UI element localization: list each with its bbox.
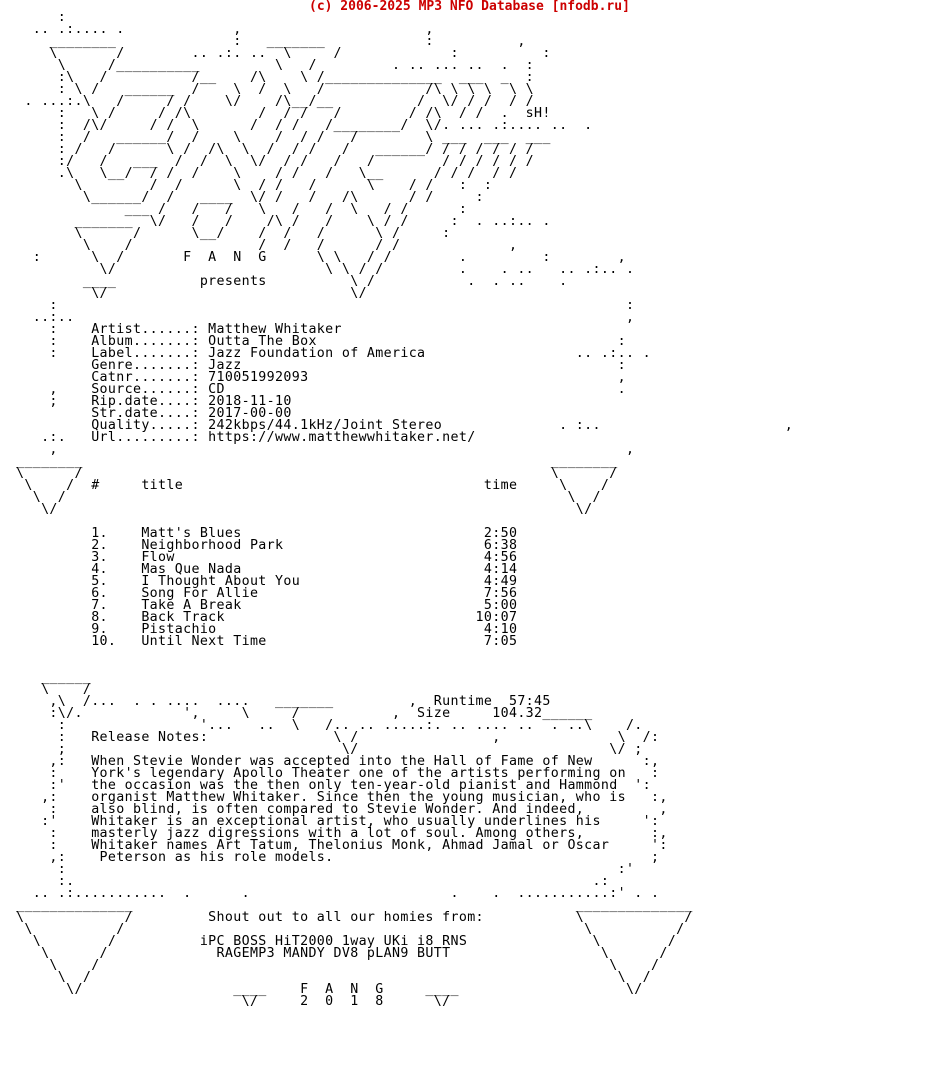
nfo-line: . ...:.\ / / / \/ /\__/__ / \/ / / / / <box>16 94 535 109</box>
nfo-line: : / / \ / /\ \ / / / / ______/ / / / / / / <box>16 142 535 157</box>
nfo-line: :' Whitaker is an exceptional artist, who usually underlines his ': <box>16 814 660 829</box>
nfo-line: _______ \/ / / /\ / / \ / / : . ..:.. . <box>16 214 551 229</box>
nfo-line: .. .:.... . , , <box>16 22 434 37</box>
nfo-line: ,: When Stevie Wonder was accepted into the Hall of Fame of New :, <box>16 754 660 769</box>
nfo-line: : Release Notes: \ / , \ /: <box>16 730 660 745</box>
nfo-line: 6. Song For Allie 7:56 <box>16 586 518 601</box>
nfo-line: : Whitaker names Art Tatum, Thelonius Monk, Ahmad Jamal or Oscar ': <box>16 838 668 853</box>
nfo-line: 8. Back Track 10:07 <box>16 610 518 625</box>
nfo-line: ,\ /... . . .... .... _______ , Runtime 57:45 <box>16 694 551 709</box>
nfo-line: : /\/ / / \ / / / /________/ \/. ... .:.... .. . <box>16 118 593 133</box>
nfo-line: \/ ____ F A N G ____ \/ <box>16 982 643 997</box>
nfo-line: :/ / ___ / / \ \/ / / / / / / / / / / <box>16 154 535 169</box>
nfo-line: ______________ ______________ <box>16 898 693 913</box>
nfo-line: 9. Pistachio 4:10 <box>16 622 518 637</box>
nfo-line: 10. Until Next Time 7:05 <box>16 634 518 649</box>
nfo-line: : / ______/ / \ / / / / \ ___ ___ ___ <box>16 130 551 145</box>
nfo-line: Quality.....: 242kbps/44.1kHz/Joint Stereo . :.. , <box>16 418 794 433</box>
nfo-line: \ / / \ / / / \ / / : : <box>16 178 493 193</box>
nfo-line: 3. Flow 4:56 <box>16 550 518 565</box>
nfo-line: \ / \ / <box>16 466 618 481</box>
nfo-line: :. .: <box>16 874 610 889</box>
nfo-line: :' the occasion was the then only ten-year-old pianist and Hammond ': <box>16 778 652 793</box>
nfo-line: \ / \__/ / / / \ / : <box>16 226 451 241</box>
nfo-line: \ /__________ \ / . .. ... .. . : <box>16 58 535 73</box>
nfo-line: \ / iPC BOSS HiT2000 1way UKi i8 RNS \ / <box>16 934 677 949</box>
nfo-line: : '... .. \ /.. .. .....:. .. .... .. . ..\ /. <box>16 718 643 733</box>
nfo-line: .:. Url.........: https://www.matthewwhitaker.net/ <box>16 430 476 445</box>
nfo-line: ..:.. , <box>16 310 635 325</box>
nfo-line: 7. Take A Break 5:00 <box>16 598 518 613</box>
nfo-line: ____ presents \ / . . .. . <box>16 274 568 289</box>
nfo-line: : :' <box>16 862 635 877</box>
nfo-line: \ / <box>16 682 92 697</box>
nfo-line: : Label.......: Jazz Foundation of America .. .:.. . <box>16 346 652 361</box>
nfo-line: : \ / ______ / \ / \ / /\ \ \ \ \ \ <box>16 82 535 97</box>
nfo-line: .\ \__/ / / / \ / / / \__ / / / / / <box>16 166 518 181</box>
nfo-line: 5. I Thought About You 4:49 <box>16 574 518 589</box>
nfo-line: , , <box>16 442 635 457</box>
nfo-line: Genre.......: Jazz : <box>16 358 626 373</box>
nfo-line: 2. Neighborhood Park 6:38 <box>16 538 518 553</box>
nfo-line: \ / / / / / / , <box>16 238 518 253</box>
nfo-line: : York's legendary Apollo Theater one of the artists performing on : <box>16 766 660 781</box>
nfo-line: : also blind, is often compared to Stevie Wonder. And indeed, , <box>16 802 668 817</box>
nfo-line: \ / RAGEMP3 MANDY DV8 pLAN9 BUTT \ / <box>16 946 668 961</box>
nfo-line: ,: organist Matthew Whitaker. Since then the young musician, who is :, <box>16 790 668 805</box>
nfo-line: \ / \ / <box>16 970 652 985</box>
nfo-line: \ / # title time \ / <box>16 478 610 493</box>
nfo-line: : Album.......: Outta The Box : <box>16 334 626 349</box>
nfo-line: : \ / F A N G \ \ / / . : , <box>16 250 626 265</box>
nfo-line: \/ 2 0 1 8 \/ <box>16 994 451 1009</box>
nfo-line: : <box>16 10 67 25</box>
nfo-line: ; Rip.date....: 2018-11-10 <box>16 394 292 409</box>
nfo-line: .. .:........... . . . . ...........:' . . <box>16 886 660 901</box>
nfo-line: : \ / / /\ / / / / / /\ / / . sH! <box>16 106 551 121</box>
nfo-line: \ / .. .:. .. \ / : : <box>16 46 551 61</box>
nfo-line: 4. Mas Que Nada 4:14 <box>16 562 518 577</box>
nfo-line: , Source......: CD . <box>16 382 626 397</box>
nfo-ascii-text <box>16 12 793 1008</box>
nfo-line: ________ : _______ : , <box>16 34 526 49</box>
nfo-line: \ / \ / <box>16 922 685 937</box>
nfo-line: : Artist......: Matthew Whitaker <box>16 322 342 337</box>
nfo-line: \/ \/ <box>16 502 593 517</box>
nfo-line: \______/ / ____ \/ / / /\ / / : <box>16 190 484 205</box>
nfo-line: : : <box>16 298 635 313</box>
nfo-line: \ / Shout out to all our homies from: \ / <box>16 910 693 925</box>
nfo-line: \/ \/ <box>16 286 367 301</box>
nfo-line <box>16 660 793 672</box>
nfo-line: \ / \ / <box>16 490 601 505</box>
nfo-line: : masterly jazz digressions with a lot of soul. Among others, :, <box>16 826 668 841</box>
nfo-line: ___ / / / \ / / \ / / : <box>16 202 468 217</box>
nfo-line: \ / \ / <box>16 958 660 973</box>
nfo-line <box>16 648 793 660</box>
nfo-line: ; \/ \/ ; <box>16 742 643 757</box>
nfo-line: Str.date....: 2017-00-00 <box>16 406 292 421</box>
nfodb-copyright-header: (c) 2006-2025 MP3 NFO Database [nfodb.ru] <box>309 0 630 14</box>
nfo-line: ,: Peterson as his role models. ; <box>16 850 660 865</box>
nfo-line: 1. Matt's Blues 2:50 <box>16 526 518 541</box>
nfo-line: ______ <box>16 670 92 685</box>
nfo-line: :\ / /__ /\ \ /______________ ___ _ : <box>16 70 535 85</box>
nfo-line: ________ ________ <box>16 454 618 469</box>
nfo-line: \/ \ \ / / . . .. .. .:.. . <box>16 262 635 277</box>
nfo-line: Catnr.......: 710051992093 , <box>16 370 626 385</box>
nfo-line: :\/. ', \ / , Size 104.32______ <box>16 706 593 721</box>
